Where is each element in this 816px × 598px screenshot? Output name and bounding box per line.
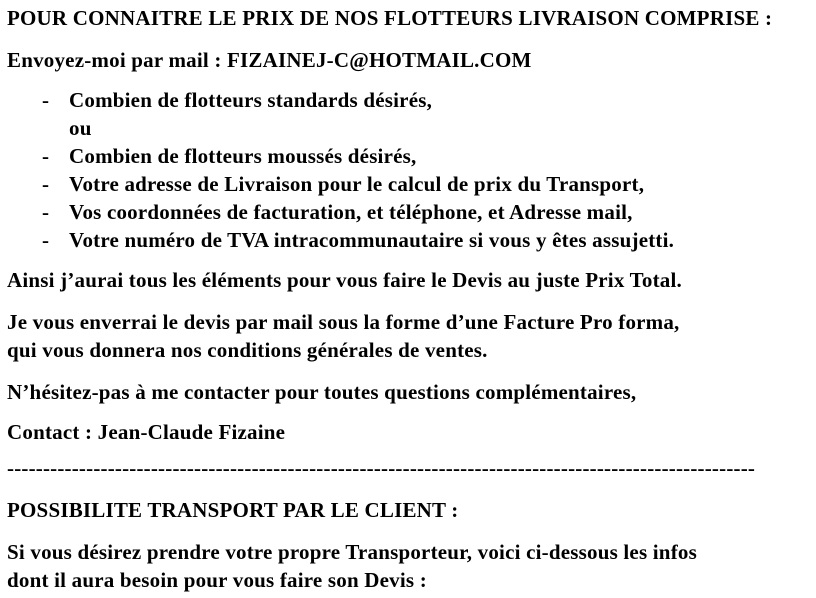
bullet-dash: - [42,228,50,252]
paragraph-transport-line1: Si vous désirez prendre votre propre Transporteur, voici ci-dessous les infos [7,540,697,564]
list-item-text: Combien de flotteurs moussés désirés, [69,144,417,168]
list-item-text: Vos coordonnées de facturation, et téléphone, et Adresse mail, [69,200,633,224]
email-line [7,46,808,74]
list-item-subline: ou [69,116,92,140]
paragraph-elements: Ainsi j’aurai tous les éléments pour vous faire le Devis au juste Prix Total. [7,268,682,292]
requirements-list [7,86,808,254]
paragraph-transport [7,538,808,594]
bullet-dash: - [42,88,50,112]
paragraph-transport-line2: dont il aura besoin pour vous faire son Devis : [7,568,427,592]
list-item [42,198,808,226]
list-item [42,170,808,198]
dashed-divider: -------------------------------------------------------------------------------------------------------- [7,456,756,480]
paragraph-contact: Contact : Jean-Claude Fizaine [7,420,286,444]
list-item [42,142,808,170]
bullet-dash: - [42,144,50,168]
paragraph-questions: N’hésitez-pas à me contacter pour toutes questions complémentaires, [7,380,637,404]
list-item-text-wrap [69,86,808,142]
list-item-text: Votre numéro de TVA intracommunautaire si vous y êtes assujetti. [69,228,675,252]
paragraph-devis-line1: Je vous enverrai le devis par mail sous la forme d’une Facture Pro forma, [7,310,680,334]
list-item [42,226,808,254]
list-item-text: Votre adresse de Livraison pour le calcul de prix du Transport, [69,172,645,196]
bullet-dash: - [42,172,50,196]
list-item [42,86,808,142]
email-prefix-label: Envoyez-moi par mail : [7,48,228,72]
email-address: FIZAINEJ-C@HOTMAIL.COM [227,48,532,72]
paragraph-devis [7,308,808,364]
paragraph-devis-line2: qui vous donnera nos conditions générales de ventes. [7,338,488,362]
bullet-dash: - [42,200,50,224]
section2-heading: POSSIBILITE TRANSPORT PAR LE CLIENT : [7,498,459,522]
section1-heading: POUR CONNAITRE LE PRIX DE NOS FLOTTEURS LIVRAISON COMPRISE : [7,6,773,30]
list-item-text: Combien de flotteurs standards désirés, [69,88,433,112]
